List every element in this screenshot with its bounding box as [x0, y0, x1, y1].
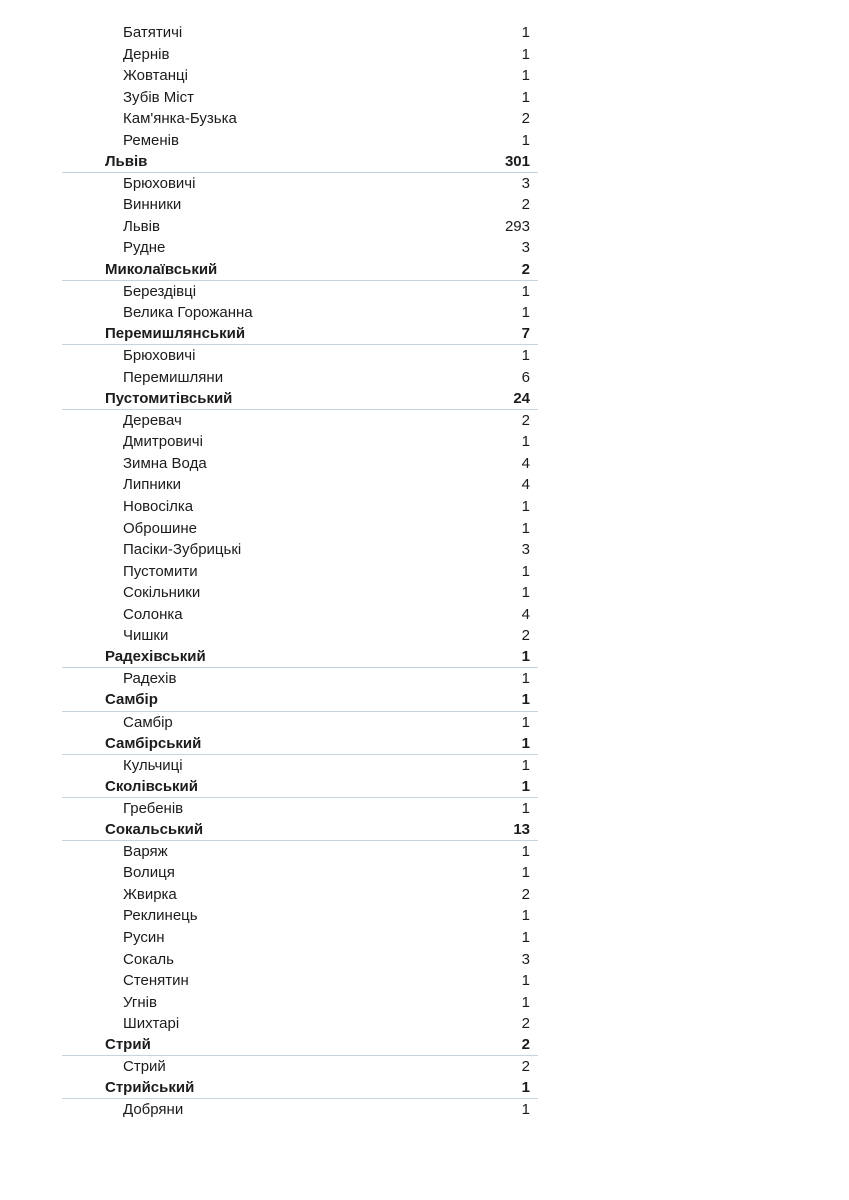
settlement-count: 2: [521, 196, 530, 214]
settlement-label: Пустомити: [123, 562, 198, 580]
settlement-label: Солонка: [123, 605, 183, 623]
settlement-count-table: [62, 22, 538, 1121]
settlement-label: Берездівці: [123, 282, 197, 300]
settlement-count: 1: [521, 584, 530, 602]
settlement-label: Варяж: [123, 842, 168, 860]
settlement-row: [62, 755, 538, 777]
settlement-row: [62, 992, 538, 1014]
settlement-count: 1: [521, 993, 530, 1011]
settlement-count: 1: [521, 670, 530, 688]
settlement-label: Зубів Міст: [123, 88, 194, 106]
settlement-count: 1: [521, 88, 530, 106]
settlement-label: Волиця: [123, 864, 175, 882]
settlement-count: 3: [521, 950, 530, 968]
district-label: Стрийський: [105, 1079, 195, 1097]
settlement-row: [62, 582, 538, 604]
settlement-count: 2: [521, 1058, 530, 1076]
settlement-count: 1: [521, 842, 530, 860]
settlement-count: 1: [521, 756, 530, 774]
district-row: [62, 733, 538, 755]
settlement-row: [62, 216, 538, 238]
district-row: [62, 819, 538, 841]
settlement-label: Жвирка: [123, 885, 177, 903]
settlement-count: 1: [521, 304, 530, 322]
settlement-row: [62, 539, 538, 561]
settlement-row: [62, 108, 538, 130]
district-row: [62, 1078, 538, 1100]
settlement-row: [62, 712, 538, 734]
settlement-label: Дернів: [123, 45, 170, 63]
settlement-row: [62, 862, 538, 884]
settlement-label: Добряни: [123, 1101, 184, 1119]
district-count: 1: [521, 1079, 530, 1097]
district-label: Радехівський: [105, 648, 206, 666]
district-count: 2: [521, 260, 530, 278]
settlement-count: 1: [521, 864, 530, 882]
settlement-row: [62, 410, 538, 432]
settlement-count: 1: [521, 498, 530, 516]
district-row: [62, 647, 538, 669]
settlement-count: 1: [521, 928, 530, 946]
settlement-label: Жовтанці: [123, 67, 188, 85]
settlement-label: Зимна Вода: [123, 454, 207, 472]
settlement-label: Львів: [123, 217, 160, 235]
settlement-label: Чишки: [123, 627, 169, 645]
settlement-label: Дмитровичі: [123, 433, 203, 451]
settlement-label: Брюховичі: [123, 347, 196, 365]
district-count: 7: [521, 325, 530, 343]
district-row: [62, 151, 538, 173]
district-label: Самбір: [105, 691, 158, 709]
settlement-row: [62, 367, 538, 389]
settlement-count: 1: [521, 131, 530, 149]
settlement-count: 1: [521, 67, 530, 85]
settlement-count: 1: [521, 713, 530, 731]
settlement-count: 1: [521, 282, 530, 300]
settlement-row: [62, 949, 538, 971]
settlement-label: Брюховичі: [123, 174, 196, 192]
settlement-label: Велика Горожанна: [123, 304, 253, 322]
district-row: [62, 1035, 538, 1057]
district-label: Перемишлянський: [105, 325, 246, 343]
settlement-count: 3: [521, 541, 530, 559]
settlement-row: [62, 474, 538, 496]
settlement-label: Гребенів: [123, 799, 184, 817]
settlement-row: [62, 87, 538, 109]
settlement-row: [62, 798, 538, 820]
district-count: 1: [521, 734, 530, 752]
district-row: [62, 388, 538, 410]
settlement-count: 3: [521, 174, 530, 192]
settlement-label: Шихтарі: [123, 1015, 180, 1033]
settlement-count: 1: [521, 519, 530, 537]
settlement-row: [62, 302, 538, 324]
district-label: Миколаївський: [105, 260, 218, 278]
settlement-row: [62, 22, 538, 44]
district-count: 1: [521, 648, 530, 666]
settlement-count: 2: [521, 110, 530, 128]
settlement-label: Пасіки-Зубрицькі: [123, 541, 242, 559]
settlement-row: [62, 65, 538, 87]
settlement-row: [62, 1056, 538, 1078]
settlement-count: 293: [504, 217, 530, 235]
settlement-label: Липники: [123, 476, 181, 494]
district-count: 1: [521, 691, 530, 709]
district-label: Стрий: [105, 1036, 151, 1054]
settlement-label: Батятичі: [123, 24, 183, 41]
settlement-row: [62, 130, 538, 152]
settlement-count: 1: [521, 24, 530, 41]
settlement-label: Ременів: [123, 131, 179, 149]
settlement-count: 2: [521, 1015, 530, 1033]
settlement-count: 1: [521, 562, 530, 580]
settlement-count: 3: [521, 239, 530, 257]
settlement-label: Кульчиці: [123, 756, 183, 774]
settlement-count: 1: [521, 45, 530, 63]
district-label: Сколівський: [105, 777, 198, 795]
settlement-row: [62, 431, 538, 453]
settlement-row: [62, 561, 538, 583]
settlement-row: [62, 194, 538, 216]
settlement-label: Сокаль: [123, 950, 174, 968]
settlement-label: Перемишляни: [123, 368, 224, 386]
settlement-count: 2: [521, 885, 530, 903]
settlement-label: Оброшине: [123, 519, 197, 537]
settlement-row: [62, 970, 538, 992]
district-count: 2: [521, 1036, 530, 1054]
district-row: [62, 690, 538, 712]
district-label: Львів: [105, 152, 148, 170]
settlement-count: 4: [521, 605, 530, 623]
settlement-row: [62, 496, 538, 518]
settlement-label: Угнів: [123, 993, 157, 1011]
district-row: [62, 259, 538, 281]
settlement-count: 2: [521, 411, 530, 429]
district-count: 24: [513, 389, 530, 407]
settlement-label: Рудне: [123, 239, 166, 257]
settlement-row: [62, 927, 538, 949]
settlement-row: [62, 1099, 538, 1121]
settlement-row: [62, 44, 538, 66]
settlement-row: [62, 453, 538, 475]
settlement-label: Кам'янка-Бузька: [123, 110, 237, 128]
settlement-label: Новосілка: [123, 498, 194, 516]
district-count: 301: [504, 152, 530, 170]
district-row: [62, 776, 538, 798]
settlement-row: [62, 173, 538, 195]
district-label: Пустомитівський: [105, 389, 233, 407]
settlement-row: [62, 668, 538, 690]
settlement-row: [62, 345, 538, 367]
settlement-label: Деревач: [123, 411, 182, 429]
settlement-row: [62, 237, 538, 259]
settlement-count: 1: [521, 972, 530, 990]
settlement-label: Стенятин: [123, 972, 189, 990]
settlement-label: Реклинець: [123, 907, 198, 925]
settlement-count: 1: [521, 1101, 530, 1119]
settlement-count: 6: [521, 368, 530, 386]
settlement-label: Винники: [123, 196, 182, 214]
settlement-label: Сокільники: [123, 584, 201, 602]
district-label: Сокальський: [105, 820, 204, 838]
settlement-label: Самбір: [123, 713, 173, 731]
settlement-count: 1: [521, 907, 530, 925]
settlement-row: [62, 841, 538, 863]
settlement-row: [62, 905, 538, 927]
district-row: [62, 324, 538, 346]
district-label: Самбірський: [105, 734, 202, 752]
settlement-count: 1: [521, 799, 530, 817]
settlement-row: [62, 281, 538, 303]
settlement-row: [62, 884, 538, 906]
settlement-label: Стрий: [123, 1058, 166, 1076]
district-count: 1: [521, 777, 530, 795]
district-count: 13: [513, 820, 530, 838]
settlement-row: [62, 625, 538, 647]
settlement-count: 4: [521, 476, 530, 494]
settlement-row: [62, 604, 538, 626]
settlement-count: 2: [521, 627, 530, 645]
settlement-count: 4: [521, 454, 530, 472]
settlement-row: [62, 1013, 538, 1035]
settlement-count: 1: [521, 347, 530, 365]
settlement-row: [62, 518, 538, 540]
settlement-label: Русин: [123, 928, 165, 946]
settlement-count: 1: [521, 433, 530, 451]
settlement-label: Радехів: [123, 670, 177, 688]
